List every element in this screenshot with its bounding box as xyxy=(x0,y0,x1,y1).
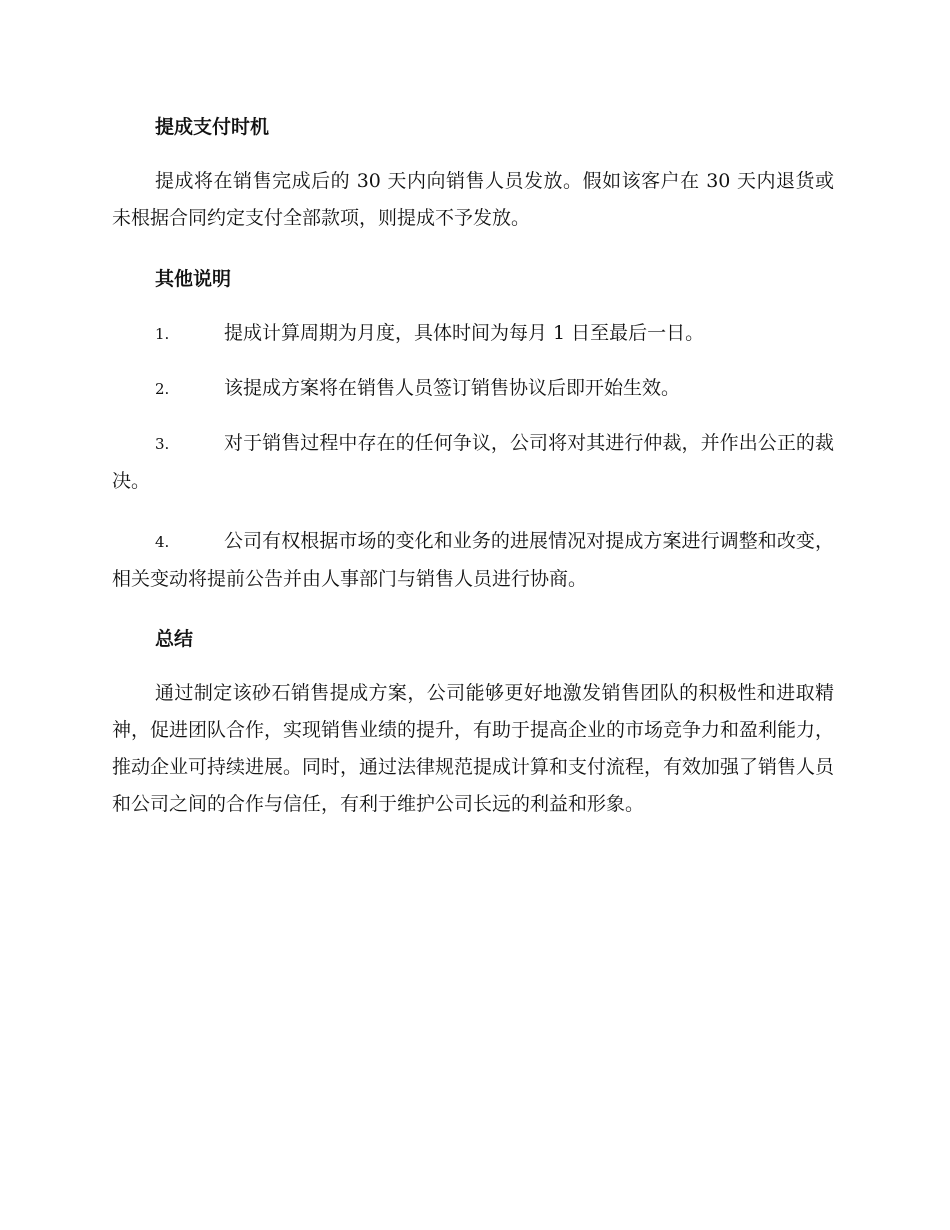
list-item xyxy=(112,370,834,408)
heading-summary: 总结 xyxy=(155,628,194,650)
heading-other-notes: 其他说明 xyxy=(155,268,232,290)
paragraph-summary: 通过制定该砂石销售提成方案，公司能够更好地激发销售团队的积极性和进取精神，促进团队合作，实现销售业绩的提升，有助于提高企业的市场竞争力和盈利能力，推动企业可持续进展。同时，通过法律规范提成计算和支付流程，有效加强了销售人员和公司之间的合作与信任，有利于维护公司长远的利益和形象。 xyxy=(112,682,835,815)
list-number: 4. xyxy=(155,533,170,551)
list-item-text: 提成计算周期为月度，具体时间为每月 1 日至最后一日。 xyxy=(224,322,705,344)
list-item-text: 公司有权根据市场的变化和业务的进展情况对提成方案进行调整和改变，相关变动将提前公告并由人事部门与销售人员进行协商。 xyxy=(112,530,834,590)
list-item-text: 对于销售过程中存在的任何争议，公司将对其进行仲裁，并作出公正的裁决。 xyxy=(112,432,834,492)
list-number: 3. xyxy=(155,435,170,453)
list-item xyxy=(112,315,834,353)
list-number: 2. xyxy=(155,380,170,398)
list-number: 1. xyxy=(155,325,170,343)
list-item xyxy=(112,425,834,500)
paragraph-payment-timing: 提成将在销售完成后的 30 天内向销售人员发放。假如该客户在 30 天内退货或未根据合同约定支付全部款项，则提成不予发放。 xyxy=(112,170,834,229)
list-item xyxy=(112,523,834,598)
heading-payment-timing: 提成支付时机 xyxy=(155,116,270,138)
list-item-text: 该提成方案将在销售人员签订销售协议后即开始生效。 xyxy=(224,377,681,399)
